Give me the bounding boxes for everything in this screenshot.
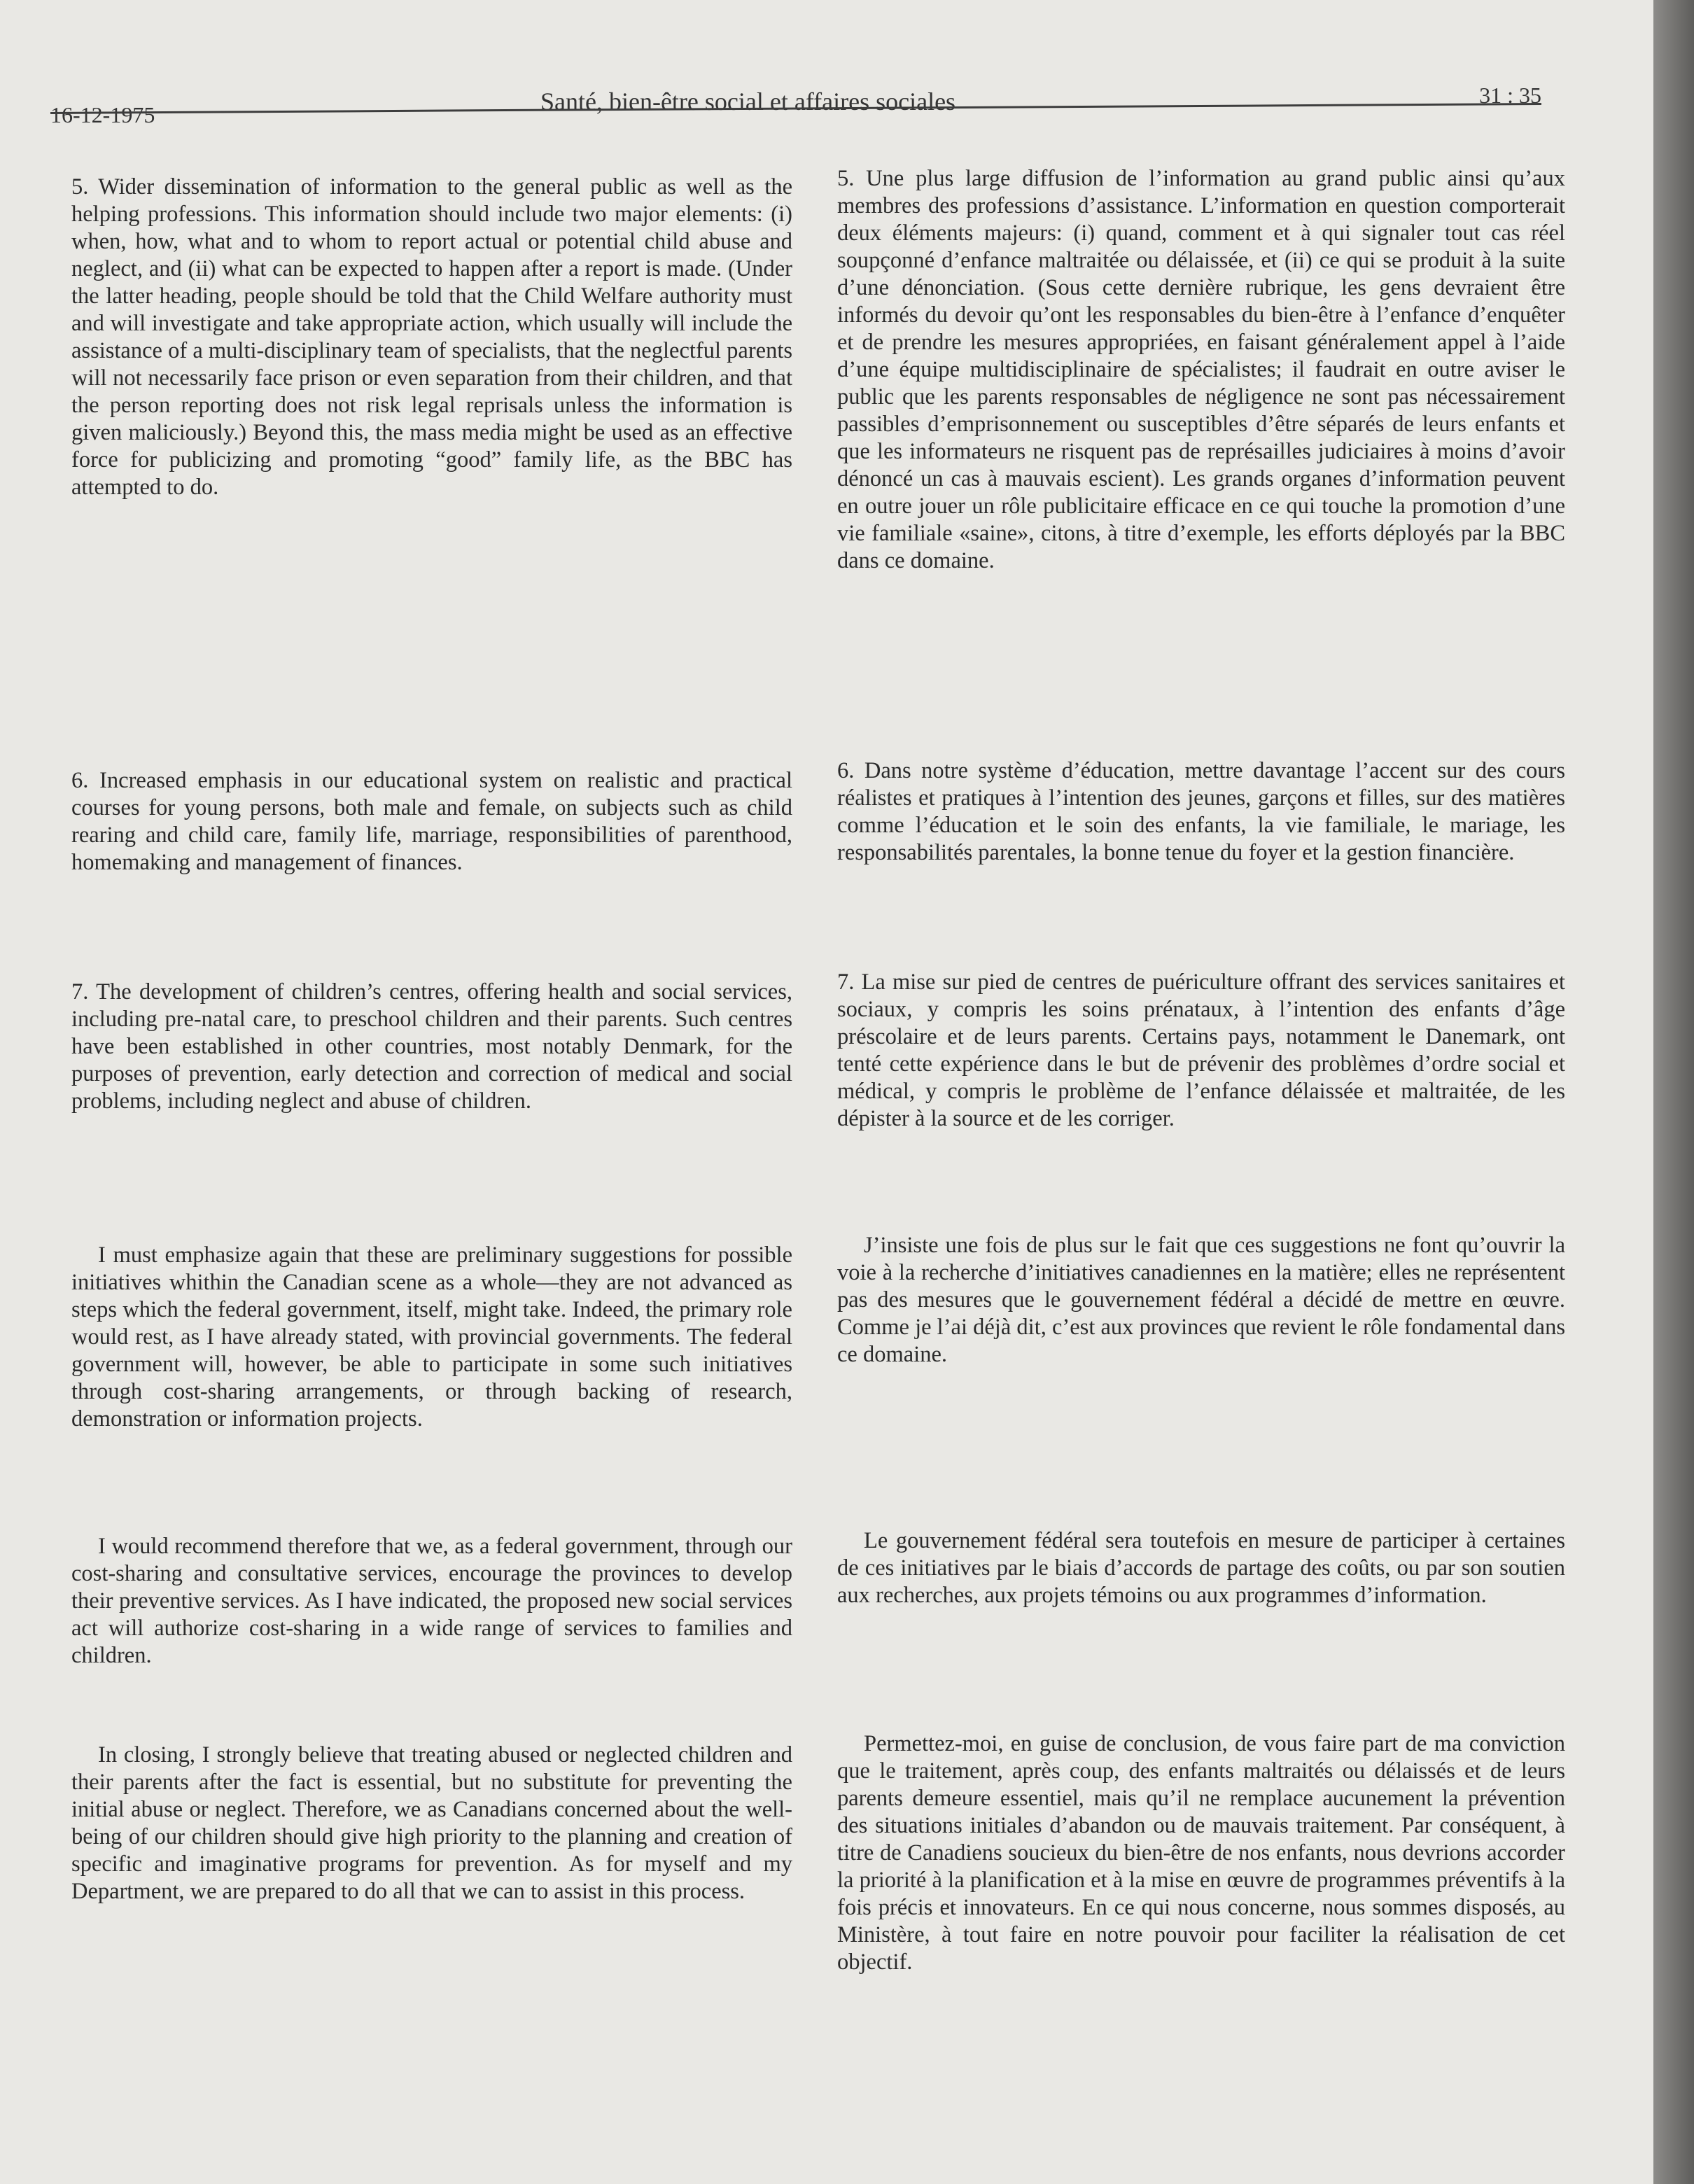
english-paragraph-6: 6. Increased emphasis in our educational system on realistic and practical courses for young persons, both male and female, on subjects such as child rearing and child care, family life, marriage, responsibilities of parenthood, homemaking and management of finances.	[71, 768, 792, 875]
header-title: Santé, bien-être social et affaires sociales	[540, 88, 956, 115]
english-paragraph-recommendation: I would recommend therefore that we, as a federal government, through our cost-sharing and consultative services, encourage the provinces to develop their preventive services. As I have indicated, the proposed new social services act will authorize cost-sharing in a wide range of services to families and children.	[71, 1534, 792, 1668]
header-date: 16-12-1975	[50, 102, 155, 127]
french-paragraph-closing: Permettez-moi, en guise de conclusion, de vous faire part de ma conviction que le traitement, après coup, des enfants maltraités ou délaissés et de leurs parents demeure essentiel, mais qu’il ne remplace aucunement la prévention des situations initiales d’abandon ou de mauvais traitement. Par conséquent, à titre de Canadiens soucieux du bien-être de nos enfants, nous devrions accorder la priorité à la planification et à la mise en œuvre de programmes préventifs à la fois précis et innovateurs. En ce qui nous concerne, nous sommes disposés, au Ministère, à tout faire en notre pouvoir pour faciliter la réalisation de cet objectif.	[837, 1731, 1565, 1975]
english-paragraph-emphasis: I must emphasize again that these are preliminary suggestions for possible initiatives whithin the Canadian scene as a whole—they are not advanced as steps which the federal government, itself, might take. Indeed, the primary role would rest, as I have already stated, with provincial governments. The federal government will, however, be able to participate in some such initiatives through cost-sharing arrangements, or through backing of research, demonstration or information projects.	[71, 1242, 792, 1432]
french-paragraph-6: 6. Dans notre système d’éducation, mettre davantage l’accent sur des cours réalistes et pratiques à l’intention des jeunes, garçons et filles, sur des matières comme l’éducation et le soin des enfants, la vie familiale, le mariage, les responsabilités parentales, la bonne tenue du foyer et la gestion financière.	[837, 758, 1565, 865]
header-page-number: 31 : 35	[1479, 83, 1541, 108]
french-paragraph-5: 5. Une plus large diffusion de l’information au grand public ainsi qu’aux membres des professions d’assistance. L’information en question comporterait deux éléments majeurs: (i) quand, comment et à qui signaler tout cas réel soupçonné d’enfance maltraitée ou délaissée, et (ii) ce qui se produit à la suite d’une dénonciation. (Sous cette dernière rubrique, les gens devraient être informés du devoir qu’ont les responsables du bien-être à l’enfance d’enquêter et de prendre les mesures appropriées, en faisant généralement appel à l’aide d’une équipe multidisciplinaire de spécialistes; il faudrait en outre aviser le public que les parents responsables de négligence ne sont pas nécessairement passibles d’emprisonnement ou susceptibles d’être séparés de leurs enfants et que les informateurs ne risquent pas de représailles judiciaires à moins d’avoir dénoncé un cas à mauvais escient). Les grands organes d’information peuvent en outre jouer un rôle publicitaire efficace en ce qui touche la promotion d’une vie familiale «saine», citons, à titre d’exemple, les efforts déployés par la BBC dans ce domaine.	[837, 166, 1565, 573]
french-paragraph-federal: Le gouvernement fédéral sera toutefois en mesure de participer à certaines de ces initiatives par le biais d’accords de partage des coûts, ou par son soutien aux recherches, aux projets témoins ou aux programmes d’information.	[837, 1528, 1565, 1608]
english-paragraph-5: 5. Wider dissemination of information to the general public as well as the helping professions. This information should include two major elements: (i) when, how, what and to whom to report actual or potential child abuse and neglect, and (ii) what can be expected to happen after a report is made. (Under the latter heading, people should be told that the Child Welfare authority must and will investigate and take appropriate action, which usually will include the assistance of a multi-disciplinary team of specialists, that the neglectful parents will not necessarily face prison or even separation from their children, and that the person reporting does not risk legal reprisals unless the information is given maliciously.) Beyond this, the mass media might be used as an effective force for publicizing and promoting “good” family life, as the BBC has attempted to do.	[71, 174, 792, 500]
french-paragraph-7: 7. La mise sur pied de centres de puériculture offrant des services sanitaires et sociaux, y compris les soins prénataux, à l’intention des enfants d’âge préscolaire et de leurs parents. Certains pays, notamment le Danemark, ont tenté cette expérience dans le but de prévenir des problèmes d’ordre social et médical, y compris le problème de l’enfance délaissée et maltraitée, de les dépister à la source et de les corriger.	[837, 969, 1565, 1131]
french-paragraph-emphasis: J’insiste une fois de plus sur le fait que ces suggestions ne font qu’ouvrir la voie à la recherche d’initiatives canadiennes en la matière; elles ne représentent pas des mesures que le gouvernement fédéral a décidé de mettre en œuvre. Comme je l’ai déjà dit, c’est aux provinces que revient le rôle fondamental dans ce domaine.	[837, 1233, 1565, 1367]
page-edge	[1653, 0, 1694, 2184]
english-paragraph-7: 7. The development of children’s centres, offering health and social services, including pre-natal care, to preschool children and their parents. Such centres have been established in other countries, most notably Denmark, for the purposes of prevention, early detection and correction of medical and social problems, including neglect and abuse of children.	[71, 979, 792, 1114]
english-paragraph-closing: In closing, I strongly believe that treating abused or neglected children and their parents after the fact is essential, but no substitute for preventing the initial abuse or neglect. Therefore, we as Canadians concerned about the well-being of our children should give high priority to the planning and creation of specific and imaginative programs for prevention. As for myself and my Department, we are prepared to do all that we can to assist in this process.	[71, 1742, 792, 1904]
